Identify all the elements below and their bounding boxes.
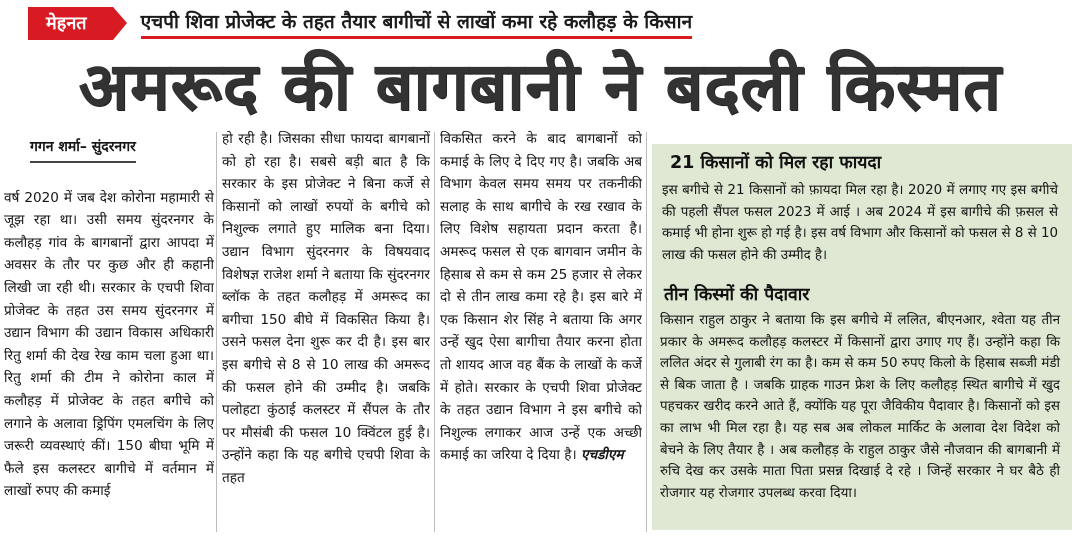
article-column-3 [440, 128, 642, 528]
column-divider [434, 132, 435, 532]
column-divider [646, 132, 647, 532]
headline: अमरूद की बागबानी ने बदली किस्मत [78, 48, 1002, 125]
column-1-text: वर्ष 2020 में जब देश कोरोना महामारी से जूझ रहा था। उसी समय सुंदरनगर के कलौहड़ गांव के बागबानों द्वारा आपदा में अवसर के तौर पर कुछ और ही कहानी लिखी जा रही थी। सरकार के एचपी शिवा प्रोजेक्ट के तहत उस समय सुंदरनगर में उद्यान विभाग की उद्यान विकास अधिकारी रितु शर्मा की देख रेख काम चला हुआ था। रितु शर्मा की टीम ने कोरोना काल में कलौहड़ में प्रोजेक्ट के तहत बगीचे को लगाने के अलावा ड्रिपिंग एमलचिंग के लिए जरूरी व्यवस्थाएं कीं। 150 बीघा भूमि में फैले इस कलस्टर बागीचे में वर्तमान में लाखों रुपए की कमाई [4, 189, 214, 500]
kicker-bar [0, 6, 1080, 40]
column-divider [216, 132, 217, 532]
kicker-tag: मेहनत [28, 7, 113, 40]
signature: एचडीएम [580, 447, 624, 464]
byline: गगन शर्मा– सुंदरनगर [30, 136, 136, 163]
box-heading-2: तीन किस्मों की पैदावार [664, 285, 810, 305]
box-text-1: इस बगीचे से 21 किसानों को फ़ायदा मिल रहा है। 2020 में लगाए गए इस बगीचे की पहली सैंपल फसल 2023 में आई । अब 2024 में इस बागीचे की फ़सल से कमाई भी होना शुरू हो गई है। इस वर्ष विभाग और किसानों को फसल से 8 से 10 लाख की फसल होने की उम्मीद है। [662, 183, 1058, 263]
box-heading-1: 21 किसानों को मिल रहा फायदा [670, 153, 882, 173]
kicker-text: एचपी शिवा प्रोजेक्ट के तहत तैयार बागीचों से लाखों कमा रहे कलौहड़ के किसान [141, 8, 693, 39]
article-column-2 [222, 128, 430, 528]
column-3-text: विकसित करने के बाद बागबानों को कमाई के लिए दे दिए गए है। जबकि अब विभाग केवल समय समय पर तकनीकी सलाह के साथ बागीचे के रख रखाव के लिए विशेष सहायता प्रदान करता है। अमरूद फसल से एक बागवान जमीन के हिसाब से कम से कम 25 हजार से लेकर दो से तीन लाख कमा रहे है। इस बारे में एक किसान शेर सिंह ने बताया कि अगर उन्हें खुद ऐसा बागीचा तैयार करना होता तो शायद आज वह बैंक के लाखों के कर्जे में होते। सरकार के एचपी शिवा प्रोजेक्ट के तहत उद्यान विभाग ने इस बगीचे को निशुल्क लगाकर आज उन्हें एक अच्छी कमाई का जरिया दे दिया है। [440, 131, 642, 464]
column-2-text: हो रही है। जिसका सीधा फायदा बागबानों को हो रहा है। सबसे बड़ी बात है कि सरकार के इस प्रोजेक्ट ने बिना कर्जे से किसानों को लाखों रुपयों के बगीचे को निशुल्क लगाते हुए मालिक बना दिया। उद्यान विभाग सुंदरनगर के विषयवाद विशेषज्ञ राजेश शर्मा ने बताया कि सुंदरनगर ब्लॉक के तहत कलौहड़ में अमरूद का बगीचा 150 बीघे में विकसित किया है। उसने फसल देना शुरू कर दी है। इस बार इस बगीचे से 8 से 10 लाख की अमरूद की फसल होने की उम्मीद है। जबकि पलोहटा कुंठाई कलस्टर में सैंपल के तौर पर मौसंबी की फसल 10 क्विंटल हुई है। उन्होंने कहा कि यह बगीचे एचपी शिवा के तहत [222, 131, 430, 486]
box-text-2: किसान राहुल ठाकुर ने बताया कि इस बगीचे में ललित, बीएनआर, श्वेता यह तीन प्रकार के अमरूद कलौहड़ कलस्टर में किसानों द्वारा उगाए गए हैं। उन्होंने कहा कि ललित अंदर से गुलाबी रंग का है। कम से कम 50 रुपए किलो के हिसाब सब्जी मंडी से बिक जाता है । जबकि ग्राहक गाउन फ्रेश के लिए कलौहड़ स्थित बागीचे में खुद पहचकर खरीद करने आते हैं, क्योंकि यह पूरा जैविकीय पैदावार है। किसानों को इस का लाभ भी मिल रहा है। यह सब अब लोकल मार्किट के अलावा देश विदेश को बेचने के लिए तैयार है । अब कलौहड़ के राहुल ठाकुर जैसे नौजवान की बागबानी में रुचि देख कर उसके माता पिता प्रसन्न दिखाई दे रहे । जिन्हें सरकार ने घर बैठे ही रोजगार यह रोजगार उपलब्ध करवा दिया। [660, 313, 1060, 501]
article-column-1 [4, 136, 214, 536]
